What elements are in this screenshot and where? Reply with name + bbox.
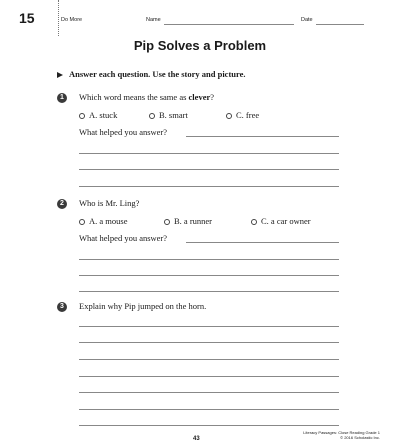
date-field[interactable] <box>316 24 364 25</box>
radio-circle-icon[interactable] <box>149 113 155 119</box>
question-2-option-b[interactable] <box>164 216 212 226</box>
page-title: Pip Solves a Problem <box>133 38 267 53</box>
question-1-number: 1 <box>57 93 67 103</box>
question-3-text: Explain why Pip jumped on the horn. <box>79 301 207 311</box>
credit-line <box>300 430 380 440</box>
question-2-helped-label: What helped you answer? <box>79 233 168 243</box>
option-label: B. smart <box>159 110 188 120</box>
question-1-helped-label: What helped you answer? <box>79 127 168 137</box>
credit-line-2: © 2016 Scholastic Inc. <box>340 435 380 440</box>
question-3-number: 3 <box>57 302 67 312</box>
name-field[interactable] <box>164 24 294 25</box>
instructions <box>57 69 246 79</box>
question-1-helped-line[interactable] <box>186 136 339 137</box>
instructions-text: Answer each question. Use the story and picture. <box>69 69 246 79</box>
question-1-text-end: ? <box>210 92 215 102</box>
answer-line[interactable] <box>79 425 339 426</box>
answer-line[interactable] <box>79 259 339 260</box>
option-label: C. free <box>236 110 260 120</box>
question-1-text <box>79 92 214 102</box>
answer-line[interactable] <box>79 153 339 154</box>
option-label: A. a mouse <box>89 216 128 226</box>
answer-line[interactable] <box>79 326 339 327</box>
page-header <box>19 10 364 30</box>
page-number: 43 <box>193 436 200 442</box>
credit-line-1: Literacy Passages: Close Reading Grade 1 <box>303 430 380 435</box>
question-2-text: Who is Mr. Ling? <box>79 198 140 208</box>
radio-circle-icon[interactable] <box>226 113 232 119</box>
question-1-option-c[interactable] <box>226 110 259 120</box>
answer-line[interactable] <box>79 275 339 276</box>
option-label: A. stuck <box>89 110 118 120</box>
radio-circle-icon[interactable] <box>164 219 170 225</box>
radio-circle-icon[interactable] <box>79 219 85 225</box>
question-1-text-start: Which word means the same as <box>79 92 189 102</box>
question-1-option-a[interactable] <box>79 110 117 120</box>
radio-circle-icon[interactable] <box>79 113 85 119</box>
answer-line[interactable] <box>79 291 339 292</box>
answer-line[interactable] <box>79 186 339 187</box>
section-label: Do More <box>61 17 83 23</box>
arrow-right-icon <box>57 72 63 78</box>
answer-line[interactable] <box>79 392 339 393</box>
option-label: C. a car owner <box>261 216 311 226</box>
radio-circle-icon[interactable] <box>251 219 257 225</box>
option-label: B. a runner <box>174 216 213 226</box>
answer-line[interactable] <box>79 342 339 343</box>
question-2-option-c[interactable] <box>251 216 311 226</box>
answer-line[interactable] <box>79 359 339 360</box>
date-label: Date <box>301 17 313 23</box>
page-section-number: 15 <box>19 10 35 26</box>
question-2-helped-line[interactable] <box>186 242 339 243</box>
question-1-keyword: clever <box>188 92 211 102</box>
question-2-number: 2 <box>57 199 67 209</box>
name-label: Name <box>146 17 161 23</box>
question-1-option-b[interactable] <box>149 110 188 120</box>
answer-line[interactable] <box>79 169 339 170</box>
answer-line[interactable] <box>79 409 339 410</box>
question-2-option-a[interactable] <box>79 216 127 226</box>
answer-line[interactable] <box>79 376 339 377</box>
